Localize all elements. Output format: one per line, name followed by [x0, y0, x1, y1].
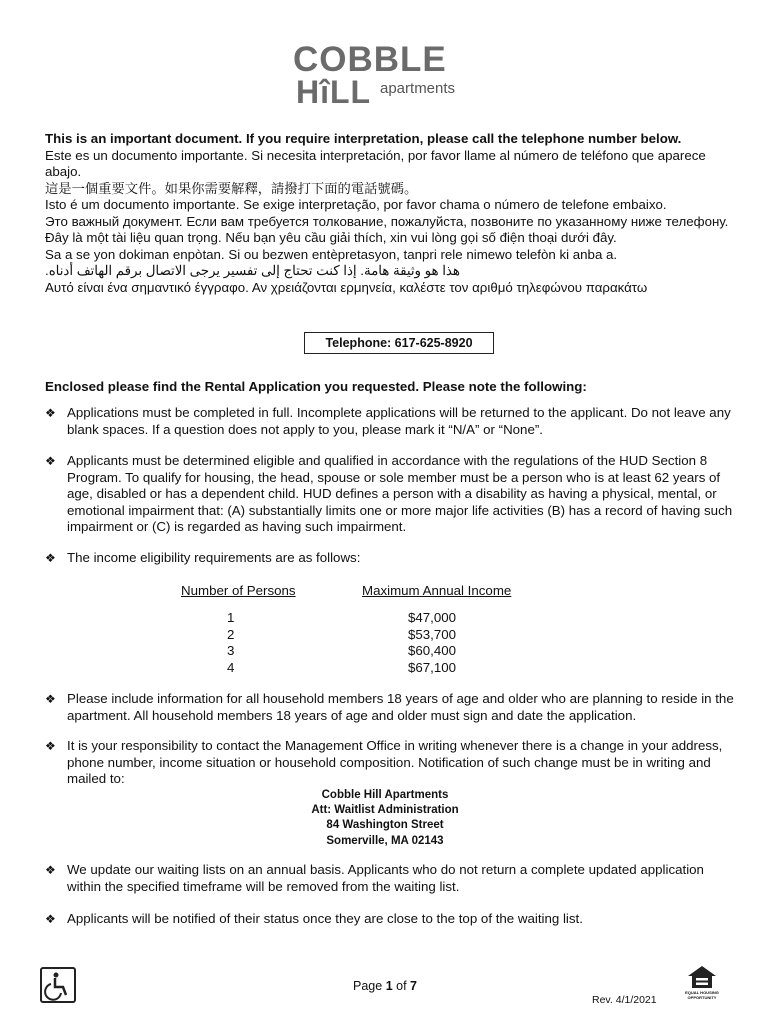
diamond-bullet-icon: ❖ [45, 406, 56, 420]
telephone-box: Telephone: 617-625-8920 [304, 332, 494, 354]
cobble-hill-logo [0, 40, 770, 110]
diamond-bullet-icon: ❖ [45, 912, 56, 926]
notice-russian: Это важный документ. Если вам требуется толкование, пожалуйста, позвоните по указанному ниже телефону. [45, 213, 729, 229]
equal-housing-icon [682, 964, 722, 1004]
income-header: Maximum Annual Income [362, 583, 512, 598]
notice-english: This is an important document. If you require interpretation, please call the telephone number below. [45, 131, 682, 146]
notice-spanish: Este es un documento importante. Si necesita interpretación, por favor llame al número de teléfono que aparece abajo. [45, 147, 706, 179]
address-line: Att: Waitlist Administration [311, 804, 459, 817]
bullet-item: ❖ Applicants must be determined eligible and qualified in accordance with the regulations of the HUD Section 8 Program. To qualify for housing, the head, spouse or sole member must be a person who is at least 62 years of age, disabled or has a dependent child. HUD defines a person with a disability as having a physical, mental, or emotional impairment that: (A) substantially limits one or more major life activities (B) has a record of having such impairment or (C) is regarded as having such impairment. [45, 453, 733, 534]
address-line: Cobble Hill Apartments [321, 789, 449, 801]
bullet-item: ❖ The income eligibility requirements are as follows: [45, 550, 361, 565]
income-cell: $60,400 [408, 643, 457, 659]
bullet-item: ❖ Applicants will be notified of their status once they are close to the top of the waiting list. [45, 911, 583, 926]
persons-cell: 4 [227, 660, 235, 676]
notice-arabic: هذا هو وثيقة هامة. إذا كنت تحتاج إلى تفسير يرجى الاتصال برقم الهاتف أدناه. [45, 263, 460, 278]
notice-portuguese: Isto é um documento importante. Se exige interpretação, por favor chama o número de telefone embaixo. [45, 197, 667, 212]
income-cell: $67,100 [408, 660, 457, 676]
persons-cell: 3 [227, 643, 235, 659]
address-line: 84 Washington Street [326, 819, 444, 832]
bullet-item: ❖ It is your responsibility to contact the Management Office in writing whenever there is a change in your address, phone number, income situation or household composition. Notification of such change must be in writing and mailed to: [45, 738, 723, 786]
mailing-address [0, 788, 770, 849]
logo-hill: HîLL [296, 74, 372, 110]
bullet-item: ❖ Applications must be completed in full. Incomplete applications will be returned to the applicant. Do not leave any blank spaces. If a question does not apply to you, please mark it “N/A” or “None”. [45, 405, 731, 437]
notice-vietnamese: Đây là một tài liệu quan trọng. Nếu bạn yêu cầu giải thích, xin vui lòng gọi số điện thoại dưới đây. [45, 230, 617, 245]
revision-date: Rev. 4/1/2021 [592, 994, 657, 1006]
diamond-bullet-icon: ❖ [45, 692, 56, 706]
income-cell: $47,000 [408, 609, 457, 625]
bullet-item: ❖ We update our waiting lists on an annual basis. Applicants who do not return a complete updated application within the specified timeframe will be removed from the waiting list. [45, 862, 704, 894]
interpretation-notice [45, 131, 735, 296]
notice-greek: Αυτό είναι ένα σημαντικό έγγραφο. Αν χρειάζονται ερμηνεία, καλέστε τον αριθμό τηλεφώνου παρακάτω [45, 279, 648, 295]
diamond-bullet-icon: ❖ [45, 863, 56, 877]
logo-cobble: COBBLE [293, 40, 447, 79]
persons-column [181, 583, 301, 677]
diamond-bullet-icon: ❖ [45, 551, 56, 565]
enclosed-heading: Enclosed please find the Rental Application you requested. Please note the following: [45, 379, 587, 394]
diamond-bullet-icon: ❖ [45, 739, 56, 753]
persons-header: Number of Persons [181, 583, 296, 598]
eho-label: EQUAL HOUSING OPPORTUNITY [685, 990, 719, 1000]
notice-chinese: 這是一個重要文件。如果你需要解釋，請撥打下面的電話號碼。 [45, 180, 418, 196]
page-number: Page 1 of 7 [353, 979, 417, 993]
notice-haitian: Sa a se yon dokiman enpòtan. Si ou bezwen entèpretasyon, tanpri rele nimewo telefòn ki anba a. [45, 246, 618, 262]
income-column [362, 583, 522, 677]
income-cell: $53,700 [408, 626, 457, 642]
diamond-bullet-icon: ❖ [45, 454, 56, 468]
address-line: Somerville, MA 02143 [326, 834, 444, 847]
logo-apartments: apartments [380, 80, 456, 97]
persons-cell: 1 [227, 609, 235, 625]
bullet-item: ❖ Please include information for all household members 18 years of age and older who are planning to reside in the apartment. All household members 18 years of age and older must sign and date the application. [45, 691, 734, 723]
persons-cell: 2 [227, 626, 235, 642]
